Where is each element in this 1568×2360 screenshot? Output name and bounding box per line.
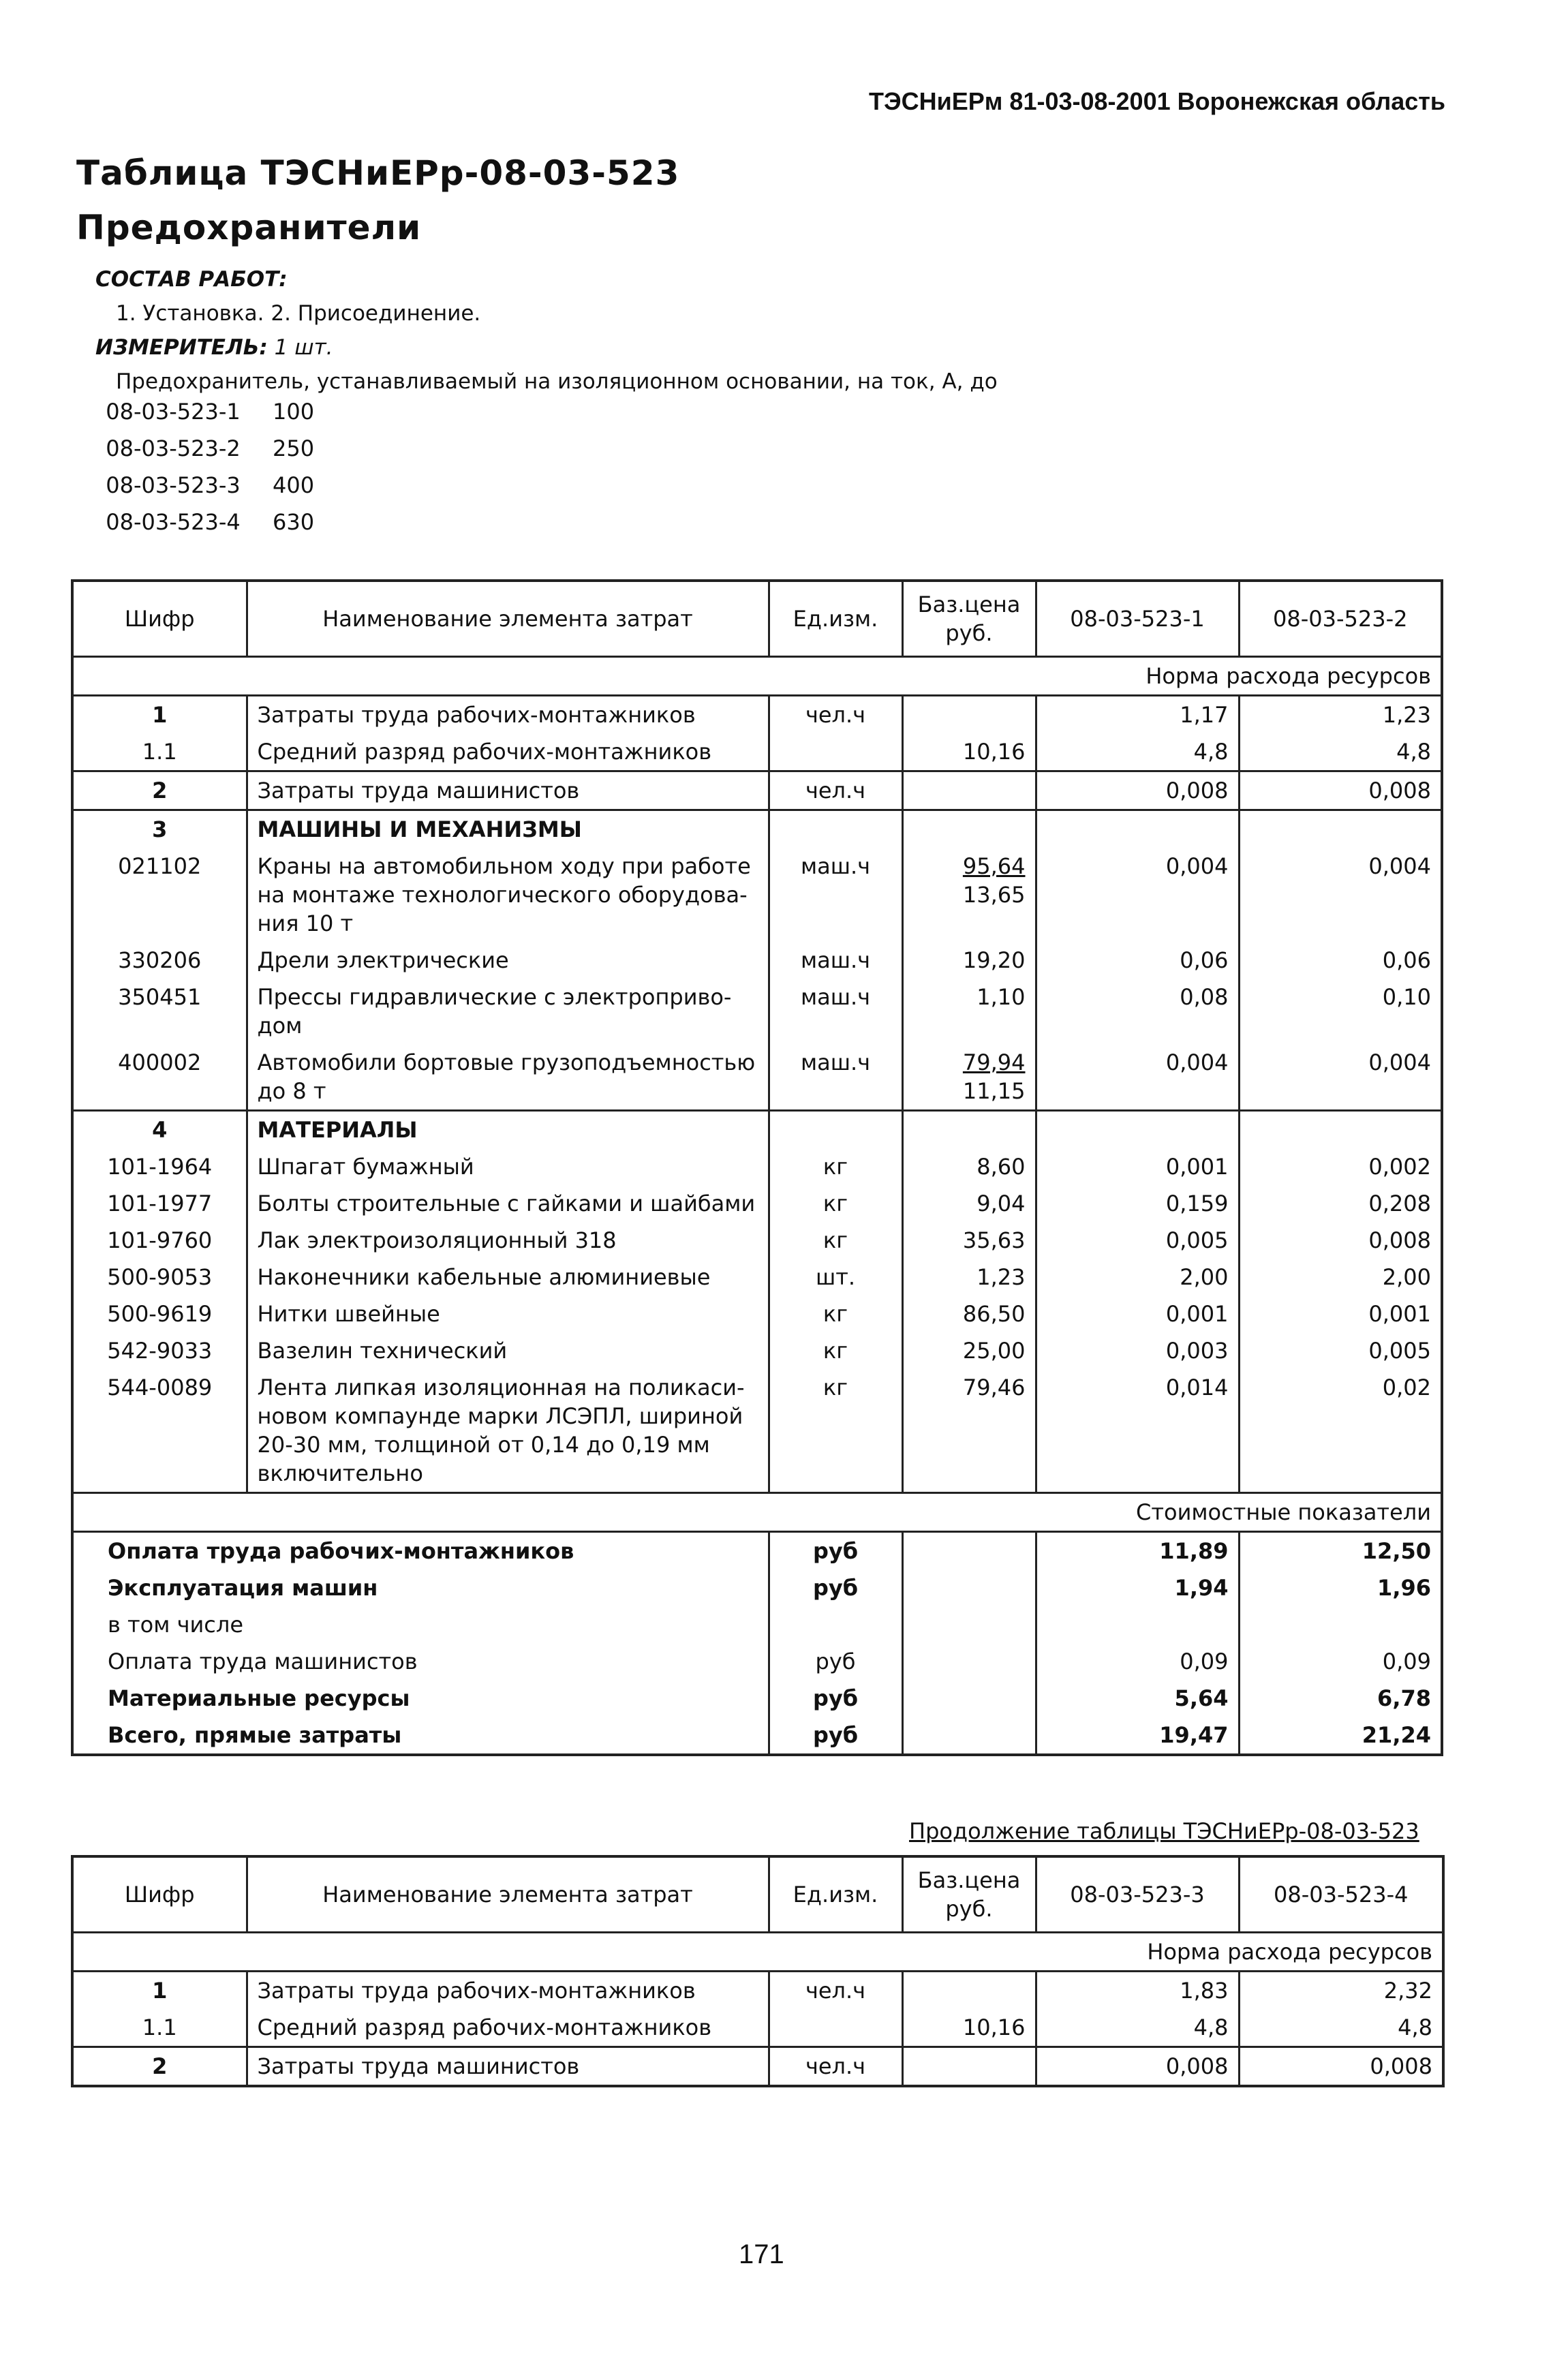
composition-label: СОСТАВ РАБОТ: — [95, 267, 288, 292]
cost-row — [72, 1532, 1442, 1570]
table-row — [72, 1185, 1442, 1222]
header-col1: 08-03-523-1 — [1036, 581, 1239, 657]
row-value-1: 0,008 — [1036, 771, 1239, 810]
price-machinist-value: 13,65 — [962, 882, 1026, 908]
price-value: 19,20 — [962, 947, 1026, 973]
table-row — [72, 848, 1442, 942]
row-value-2: 0,008 — [1239, 2047, 1443, 2087]
cost-empty — [902, 1680, 1036, 1717]
row-price — [902, 1332, 1036, 1369]
row-name: Затраты труда рабочих-монтажников — [247, 1972, 769, 2010]
price-value: 9,04 — [977, 1191, 1026, 1216]
row-unit: маш.ч — [769, 1044, 902, 1111]
row-unit: чел.ч — [769, 771, 902, 810]
row-value-2 — [1239, 810, 1442, 848]
row-code: 3 — [72, 810, 247, 848]
resource-table — [71, 579, 1443, 1756]
row-name: Средний разряд рабочих-монтажников — [247, 733, 769, 771]
cost-value-1: 1,94 — [1036, 1569, 1239, 1606]
row-unit: маш.ч — [769, 979, 902, 1044]
row-value-2: 0,004 — [1239, 848, 1442, 942]
row-unit: чел.ч — [769, 696, 902, 734]
price-value: 8,60 — [977, 1154, 1026, 1180]
row-value-1: 0,008 — [1036, 2047, 1239, 2087]
norm-label: Норма расхода ресурсов — [72, 657, 1442, 696]
row-price — [902, 1044, 1036, 1111]
row-value-1: 0,001 — [1036, 1148, 1239, 1185]
header-base-price: Баз.цена руб. — [902, 581, 1036, 657]
row-unit: шт. — [769, 1259, 902, 1296]
row-price — [902, 1222, 1036, 1259]
meter-value: 1 шт. — [274, 335, 333, 360]
cost-row — [72, 1680, 1442, 1717]
row-price — [902, 1111, 1036, 1149]
table-row — [72, 810, 1442, 848]
row-code: 330206 — [118, 947, 202, 973]
continuation-table — [71, 1855, 1445, 2087]
cost-unit: руб — [769, 1717, 902, 1755]
row-unit: маш.ч — [769, 848, 902, 942]
row-value-2: 0,002 — [1239, 1148, 1442, 1185]
row-unit: маш.ч — [769, 942, 902, 979]
row-value-2: 0,06 — [1239, 942, 1442, 979]
row-value-2: 0,008 — [1239, 771, 1442, 810]
row-name: Дрели электрические — [247, 942, 769, 979]
table-row — [72, 979, 1442, 1044]
row-value-1: 0,06 — [1036, 942, 1239, 979]
row-code: 2 — [72, 2047, 247, 2087]
header-base-price: Баз.цена руб. — [902, 1856, 1036, 1933]
table-subtitle: Предохранители — [76, 208, 422, 247]
cost-body — [72, 1532, 1442, 1756]
header-cipher: Шифр — [72, 1856, 247, 1933]
table-row — [72, 942, 1442, 979]
cost-value-1 — [1036, 1606, 1239, 1643]
cost-row — [72, 1606, 1442, 1643]
row-code: 1.1 — [142, 2014, 177, 2040]
table-row — [72, 1369, 1442, 1493]
row-price — [902, 942, 1036, 979]
row-value-1: 0,005 — [1036, 1222, 1239, 1259]
row-code: 101-9760 — [107, 1227, 213, 1253]
header-col3: 08-03-523-3 — [1036, 1856, 1239, 1933]
row-code: 400002 — [118, 1049, 202, 1075]
row-name: МАТЕРИАЛЫ — [247, 1111, 769, 1149]
code-value: 100 — [273, 399, 315, 425]
row-price — [902, 2047, 1036, 2087]
row-code: 544-0089 — [107, 1375, 213, 1400]
price-value: 1,23 — [977, 1264, 1026, 1290]
code: 08-03-523-3 — [106, 472, 241, 498]
cost-value-1: 11,89 — [1036, 1532, 1239, 1570]
row-code: 021102 — [118, 853, 202, 879]
table-row — [72, 1148, 1442, 1185]
table-row — [72, 771, 1442, 810]
price-value: 25,00 — [962, 1338, 1026, 1364]
cost-value-2: 21,24 — [1239, 1717, 1442, 1755]
cost-unit — [769, 1606, 902, 1643]
row-name: Наконечники кабельные алюминиевые — [247, 1259, 769, 1296]
row-price — [902, 1259, 1036, 1296]
price-value: 79,46 — [962, 1375, 1026, 1400]
row-name: Болты строительные с гайками и шайбами — [247, 1185, 769, 1222]
cost-empty — [902, 1717, 1036, 1755]
continuation-caption: Продолжение таблицы ТЭСНиЕРр-08-03-523 — [909, 1818, 1419, 1844]
row-name: Прессы гидравлические с электроприво-дом — [247, 979, 769, 1044]
document-reference: ТЭСНиЕРм 81-03-08-2001 Воронежская область — [869, 87, 1445, 115]
row-price — [902, 1369, 1036, 1493]
row-name: Средний разряд рабочих-монтажников — [247, 2009, 769, 2047]
cost-label-row — [72, 1493, 1442, 1532]
cost-value-2 — [1239, 1606, 1442, 1643]
row-price — [902, 771, 1036, 810]
row-price — [902, 1296, 1036, 1332]
row-value-2: 1,23 — [1239, 696, 1442, 734]
row-value-2: 0,208 — [1239, 1185, 1442, 1222]
cost-unit: руб — [769, 1532, 902, 1570]
cost-name: в том числе — [108, 1612, 243, 1638]
row-value-1: 0,004 — [1036, 1044, 1239, 1111]
row-value-1: 0,08 — [1036, 979, 1239, 1044]
row-code: 101-1977 — [107, 1191, 213, 1216]
norm-label-row — [72, 657, 1442, 696]
row-value-2: 2,00 — [1239, 1259, 1442, 1296]
row-name: Лента липкая изоляционная на поликаси-новом компаунде марки ЛСЭПЛ, шириной 20-30 мм, толщиной от 0,14 до 0,19 мм включительно — [247, 1369, 769, 1493]
code-value: 250 — [273, 435, 315, 461]
price-machinist-value: 11,15 — [962, 1078, 1026, 1104]
cost-name: Оплата труда машинистов — [108, 1649, 418, 1674]
row-code: 1 — [152, 1978, 168, 2004]
header-cipher: Шифр — [72, 581, 247, 657]
row-price — [902, 1148, 1036, 1185]
norm-label: Норма расхода ресурсов — [72, 1933, 1443, 1972]
price-value: 86,50 — [962, 1301, 1026, 1327]
row-value-1: 1,83 — [1036, 1972, 1239, 2010]
code: 08-03-523-2 — [106, 435, 241, 461]
table-row — [72, 2047, 1443, 2087]
code-list — [74, 399, 314, 546]
row-unit — [769, 1111, 902, 1149]
header-col2: 08-03-523-2 — [1239, 581, 1442, 657]
row-name: Краны на автомобильном ходу при работе на монтаже технологического оборудова-ния 10 т — [247, 848, 769, 942]
row-code: 4 — [72, 1111, 247, 1149]
table-row — [72, 1332, 1442, 1369]
row-value-1: 0,004 — [1036, 848, 1239, 942]
price-value: 1,10 — [977, 984, 1026, 1010]
row-unit — [769, 733, 902, 771]
table-header-row — [72, 1856, 1443, 1933]
row-name: Лак электроизоляционный 318 — [247, 1222, 769, 1259]
code-row — [74, 435, 314, 472]
cost-empty — [902, 1606, 1036, 1643]
row-value-2: 4,8 — [1239, 2009, 1443, 2047]
row-value-1 — [1036, 810, 1239, 848]
row-value-1 — [1036, 1111, 1239, 1149]
cost-name: Оплата труда рабочих-монтажников — [108, 1538, 574, 1564]
row-price — [902, 1972, 1036, 2010]
row-code: 350451 — [118, 984, 202, 1010]
price-value: 95,64 — [962, 853, 1026, 879]
row-value-1: 4,8 — [1036, 2009, 1239, 2047]
cost-value-2: 1,96 — [1239, 1569, 1442, 1606]
cost-value-1: 0,09 — [1036, 1643, 1239, 1680]
table-row — [72, 1259, 1442, 1296]
row-unit — [769, 2009, 902, 2047]
row-value-2: 0,004 — [1239, 1044, 1442, 1111]
row-code: 542-9033 — [107, 1338, 213, 1364]
table-row — [72, 1222, 1442, 1259]
row-code: 1 — [152, 702, 168, 728]
cost-empty — [902, 1532, 1036, 1570]
row-value-1: 0,001 — [1036, 1296, 1239, 1332]
row-name: Затраты труда машинистов — [247, 771, 769, 810]
row-value-2: 0,10 — [1239, 979, 1442, 1044]
row-price — [902, 979, 1036, 1044]
table-row — [72, 1044, 1442, 1111]
header-col4: 08-03-523-4 — [1239, 1856, 1443, 1933]
price-value: 10,16 — [962, 739, 1026, 765]
cost-unit: руб — [769, 1643, 902, 1680]
table-body — [72, 696, 1442, 1493]
row-code: 500-9053 — [107, 1264, 213, 1290]
header-name: Наименование элемента затрат — [247, 581, 769, 657]
table-row — [72, 2009, 1443, 2047]
table-row — [72, 1972, 1443, 2010]
row-unit: кг — [769, 1296, 902, 1332]
code: 08-03-523-1 — [106, 399, 241, 425]
row-value-2: 4,8 — [1239, 733, 1442, 771]
row-value-2: 2,32 — [1239, 1972, 1443, 2010]
row-code: 500-9619 — [107, 1301, 213, 1327]
cost-row — [72, 1569, 1442, 1606]
cost-unit: руб — [769, 1569, 902, 1606]
row-name: Затраты труда рабочих-монтажников — [247, 696, 769, 734]
code-value: 630 — [273, 509, 315, 535]
row-value-2: 0,005 — [1239, 1332, 1442, 1369]
cost-unit: руб — [769, 1680, 902, 1717]
table-row — [72, 733, 1442, 771]
header-unit: Ед.изм. — [769, 1856, 902, 1933]
cost-empty — [902, 1569, 1036, 1606]
cost-name: Всего, прямые затраты — [108, 1722, 402, 1748]
row-value-1: 2,00 — [1036, 1259, 1239, 1296]
table-row — [72, 1296, 1442, 1332]
table-row — [72, 1111, 1442, 1149]
code-row — [74, 509, 314, 546]
row-value-1: 0,003 — [1036, 1332, 1239, 1369]
description-text: Предохранитель, устанавливаемый на изоляционном основании, на ток, А, до — [116, 369, 998, 394]
price-value: 79,94 — [962, 1049, 1026, 1075]
row-value-1: 1,17 — [1036, 696, 1239, 734]
cost-value-1: 5,64 — [1036, 1680, 1239, 1717]
cost-empty — [902, 1643, 1036, 1680]
cost-value-1: 19,47 — [1036, 1717, 1239, 1755]
row-unit: чел.ч — [769, 1972, 902, 2010]
row-unit: кг — [769, 1185, 902, 1222]
row-unit — [769, 810, 902, 848]
cost-value-2: 0,09 — [1239, 1643, 1442, 1680]
code-row — [74, 472, 314, 509]
row-value-2: 0,001 — [1239, 1296, 1442, 1332]
row-price: 10,16 — [902, 2009, 1036, 2047]
cost-value-2: 6,78 — [1239, 1680, 1442, 1717]
row-name: Затраты труда машинистов — [247, 2047, 769, 2087]
code: 08-03-523-4 — [106, 509, 241, 535]
row-unit: кг — [769, 1222, 902, 1259]
row-price — [902, 696, 1036, 734]
header-name: Наименование элемента затрат — [247, 1856, 769, 1933]
row-price — [902, 1185, 1036, 1222]
row-value-1: 0,014 — [1036, 1369, 1239, 1493]
cost-value-2: 12,50 — [1239, 1532, 1442, 1570]
row-unit: кг — [769, 1148, 902, 1185]
row-price — [902, 733, 1036, 771]
row-code: 101-1964 — [107, 1154, 213, 1180]
row-unit: кг — [769, 1369, 902, 1493]
cost-name: Материальные ресурсы — [108, 1685, 410, 1711]
row-value-2: 0,008 — [1239, 1222, 1442, 1259]
composition-text: 1. Установка. 2. Присоединение. — [116, 301, 481, 326]
row-value-1: 0,159 — [1036, 1185, 1239, 1222]
table-title: Таблица ТЭСНиЕРр-08-03-523 — [76, 153, 680, 193]
cost-name: Эксплуатация машин — [108, 1575, 378, 1601]
row-price — [902, 810, 1036, 848]
meter-label: ИЗМЕРИТЕЛЬ: — [95, 335, 268, 360]
row-value-2: 0,02 — [1239, 1369, 1442, 1493]
row-unit: чел.ч — [769, 2047, 902, 2087]
meter-line — [95, 335, 333, 360]
cost-row — [72, 1643, 1442, 1680]
row-name: Нитки швейные — [247, 1296, 769, 1332]
row-value-1: 4,8 — [1036, 733, 1239, 771]
norm-label-row — [72, 1933, 1443, 1972]
cost-row — [72, 1717, 1442, 1755]
code-value: 400 — [273, 472, 315, 498]
row-name: МАШИНЫ И МЕХАНИЗМЫ — [247, 810, 769, 848]
header-unit: Ед.изм. — [769, 581, 902, 657]
table-header-row — [72, 581, 1442, 657]
row-name: Автомобили бортовые грузоподъемностью до 8 т — [247, 1044, 769, 1111]
row-price — [902, 848, 1036, 942]
table-row — [72, 696, 1442, 734]
row-value-2 — [1239, 1111, 1442, 1149]
row-name: Вазелин технический — [247, 1332, 769, 1369]
row-code: 2 — [72, 771, 247, 810]
page-number: 171 — [739, 2239, 784, 2269]
code-row — [74, 399, 314, 435]
row-unit: кг — [769, 1332, 902, 1369]
row-name: Шпагат бумажный — [247, 1148, 769, 1185]
price-value: 35,63 — [962, 1227, 1026, 1253]
cost-label: Стоимостные показатели — [72, 1493, 1442, 1532]
row-code: 1.1 — [142, 739, 177, 765]
continuation-body — [72, 1972, 1443, 2087]
